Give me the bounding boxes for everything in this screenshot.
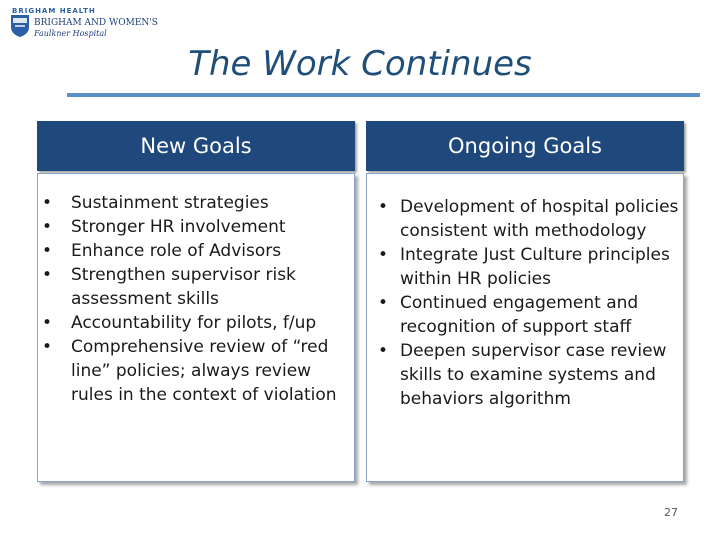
slide-title: The Work Continues bbox=[188, 44, 532, 84]
list-item: • Strengthen supervisor risk assessment skills bbox=[71, 263, 351, 311]
list-item: • Stronger HR involvement bbox=[71, 215, 351, 239]
list-item: • Integrate Just Culture principles within HR policies bbox=[400, 243, 680, 291]
list-item: • Enhance role of Advisors bbox=[71, 239, 351, 263]
ongoing-goals-panel bbox=[366, 173, 684, 482]
logo-hospital-line: BRIGHAM AND WOMEN'S bbox=[34, 18, 158, 28]
new-goals-panel bbox=[37, 173, 355, 482]
title-underline bbox=[67, 93, 700, 97]
list-item: • Accountability for pilots, f/up bbox=[71, 311, 351, 335]
logo-subtitle-line: Faulkner Hospital bbox=[34, 29, 107, 38]
shield-logo-icon bbox=[10, 14, 30, 38]
new-goals-heading: New Goals bbox=[37, 121, 355, 171]
list-item: • Comprehensive review of “red line” policies; always review rules in the context of violation bbox=[71, 335, 351, 407]
list-item: • Development of hospital policies consistent with methodology bbox=[400, 195, 680, 243]
ongoing-goals-list bbox=[400, 195, 680, 411]
list-item: • Deepen supervisor case review skills to examine systems and behaviors algorithm bbox=[400, 339, 680, 411]
list-item: • Sustainment strategies bbox=[71, 191, 351, 215]
hospital-logo bbox=[10, 4, 158, 40]
page-number: 27 bbox=[664, 506, 678, 519]
new-goals-list bbox=[71, 191, 351, 407]
logo-brand-line: BRIGHAM HEALTH bbox=[12, 7, 96, 15]
ongoing-goals-heading: Ongoing Goals bbox=[366, 121, 684, 171]
list-item: • Continued engagement and recognition of support staff bbox=[400, 291, 680, 339]
